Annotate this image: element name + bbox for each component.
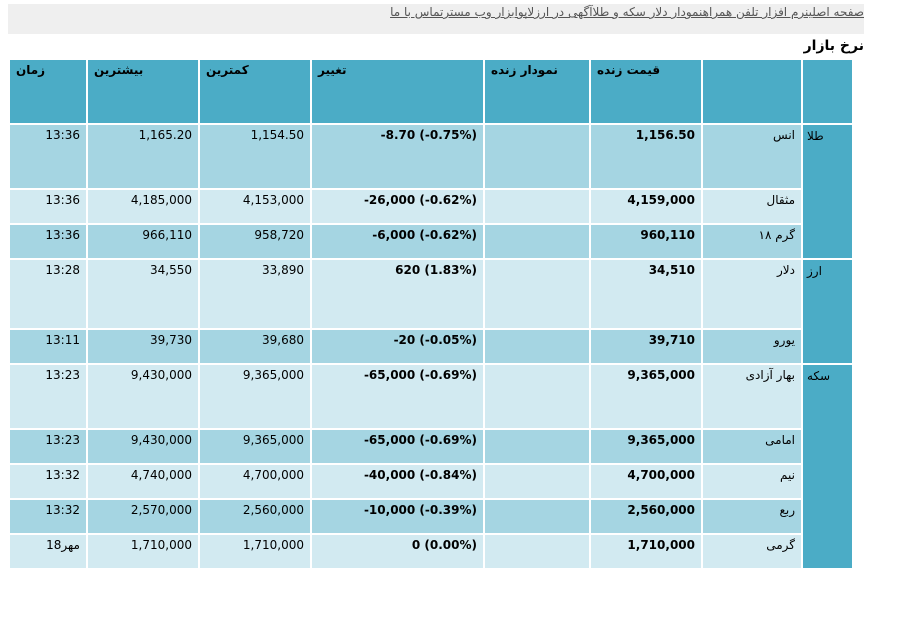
price-value: 4,159,000 <box>627 193 695 207</box>
table-row <box>10 430 852 463</box>
price-value: 9,365,000 <box>627 433 695 447</box>
table-row <box>10 500 852 533</box>
change-value: -8.70 (-0.75%) <box>380 128 477 142</box>
change-cell <box>312 465 483 498</box>
high-cell <box>88 535 198 568</box>
change-cell <box>312 430 483 463</box>
high-value: 39,730 <box>150 333 192 347</box>
item-name-cell <box>703 500 801 533</box>
item-name-value: ربع <box>779 503 795 517</box>
low-cell <box>200 365 310 428</box>
high-value: 9,430,000 <box>130 368 192 382</box>
change-cell <box>312 125 483 188</box>
low-value: 4,700,000 <box>242 468 304 482</box>
price-value: 1,710,000 <box>627 538 695 552</box>
low-value: 9,365,000 <box>242 433 304 447</box>
item-name-cell <box>703 260 801 328</box>
time-value: 13:36 <box>45 128 80 142</box>
page-title: نرخ بازار <box>803 38 864 54</box>
live-chart-cell <box>485 430 589 463</box>
table-row <box>10 190 852 223</box>
header-high: بیشترین <box>88 60 198 123</box>
price-value: 1,156.50 <box>635 128 695 142</box>
price-cell <box>591 365 701 428</box>
high-cell <box>88 330 198 363</box>
live-chart-cell <box>485 500 589 533</box>
item-name-value: امامی <box>765 433 795 447</box>
low-value: 9,365,000 <box>242 368 304 382</box>
price-value: 2,560,000 <box>627 503 695 517</box>
time-value: 13:11 <box>45 333 80 347</box>
live-chart-cell <box>485 125 589 188</box>
time-cell <box>10 260 86 328</box>
time-cell <box>10 430 86 463</box>
header-low: کمترین <box>200 60 310 123</box>
header-group <box>803 60 852 123</box>
price-cell <box>591 430 701 463</box>
low-value: 4,153,000 <box>242 193 304 207</box>
low-cell <box>200 465 310 498</box>
change-value: -10,000 (-0.39%) <box>363 503 477 517</box>
table-row <box>10 260 852 328</box>
low-cell <box>200 330 310 363</box>
high-cell <box>88 260 198 328</box>
low-cell <box>200 190 310 223</box>
low-cell <box>200 260 310 328</box>
live-chart-cell <box>485 225 589 258</box>
top-nav-link[interactable]: صفحه اصلینرم افزار تلفن همراهنمودار دلار سکه و طلاآگهی در ارزلاپوابزار وب مسترتماس با ما <box>390 5 864 19</box>
group-label-cell <box>803 260 852 363</box>
low-value: 39,680 <box>262 333 304 347</box>
item-name-cell <box>703 225 801 258</box>
live-chart-cell <box>485 465 589 498</box>
time-cell <box>10 535 86 568</box>
top-nav-bar <box>8 4 864 34</box>
time-value: 18مهر <box>46 538 80 552</box>
time-value: 13:36 <box>45 193 80 207</box>
price-cell <box>591 330 701 363</box>
change-value: 620 (1.83%) <box>395 263 477 277</box>
low-cell <box>200 500 310 533</box>
item-name-value: گرم ۱۸ <box>758 228 795 242</box>
price-cell <box>591 465 701 498</box>
item-name-value: نیم <box>780 468 795 482</box>
group-label: ارز <box>807 264 822 278</box>
time-value: 13:32 <box>45 468 80 482</box>
item-name-cell <box>703 125 801 188</box>
item-name-value: انس <box>773 128 795 142</box>
time-value: 13:28 <box>45 263 80 277</box>
header-time: زمان <box>10 60 86 123</box>
low-value: 1,710,000 <box>242 538 304 552</box>
price-cell <box>591 260 701 328</box>
header-live-price: قیمت زنده <box>591 60 701 123</box>
item-name-cell <box>703 365 801 428</box>
high-cell <box>88 465 198 498</box>
price-value: 4,700,000 <box>627 468 695 482</box>
change-value: -6,000 (-0.62%) <box>372 228 477 242</box>
high-value: 2,570,000 <box>130 503 192 517</box>
time-cell <box>10 125 86 188</box>
time-value: 13:23 <box>45 368 80 382</box>
change-value: -20 (-0.05%) <box>393 333 477 347</box>
high-value: 9,430,000 <box>130 433 192 447</box>
live-chart-cell <box>485 365 589 428</box>
time-cell <box>10 365 86 428</box>
item-name-cell <box>703 190 801 223</box>
header-live-chart: نمودار زنده <box>485 60 589 123</box>
high-value: 4,185,000 <box>130 193 192 207</box>
table-row <box>10 330 852 363</box>
price-value: 34,510 <box>648 263 695 277</box>
price-cell <box>591 535 701 568</box>
high-value: 966,110 <box>142 228 192 242</box>
price-value: 9,365,000 <box>627 368 695 382</box>
time-cell <box>10 330 86 363</box>
header-item-name <box>703 60 801 123</box>
high-value: 1,165.20 <box>138 128 192 142</box>
table-row <box>10 535 852 568</box>
change-value: -65,000 (-0.69%) <box>363 433 477 447</box>
price-value: 39,710 <box>648 333 695 347</box>
table-row <box>10 225 852 258</box>
group-label: سکه <box>807 369 831 383</box>
time-cell <box>10 225 86 258</box>
time-value: 13:32 <box>45 503 80 517</box>
price-value: 960,110 <box>640 228 695 242</box>
group-label: طلا <box>807 129 824 143</box>
time-cell <box>10 465 86 498</box>
item-name-cell <box>703 535 801 568</box>
low-cell <box>200 430 310 463</box>
price-cell <box>591 500 701 533</box>
change-cell <box>312 330 483 363</box>
high-cell <box>88 365 198 428</box>
low-cell <box>200 535 310 568</box>
item-name-value: بهار آزادی <box>745 368 795 382</box>
header-row <box>10 60 852 123</box>
change-cell <box>312 535 483 568</box>
change-value: -65,000 (-0.69%) <box>363 368 477 382</box>
live-chart-cell <box>485 260 589 328</box>
high-value: 1,710,000 <box>130 538 192 552</box>
high-cell <box>88 125 198 188</box>
table-row <box>10 125 852 188</box>
low-cell <box>200 225 310 258</box>
market-rates-table <box>8 58 854 570</box>
high-value: 34,550 <box>150 263 192 277</box>
item-name-cell <box>703 465 801 498</box>
high-cell <box>88 500 198 533</box>
time-value: 13:36 <box>45 228 80 242</box>
low-value: 1,154.50 <box>250 128 304 142</box>
item-name-cell <box>703 430 801 463</box>
item-name-value: مثقال <box>766 193 795 207</box>
change-cell <box>312 365 483 428</box>
high-value: 4,740,000 <box>130 468 192 482</box>
time-cell <box>10 190 86 223</box>
high-cell <box>88 430 198 463</box>
low-cell <box>200 125 310 188</box>
table-row <box>10 465 852 498</box>
change-value: -40,000 (-0.84%) <box>363 468 477 482</box>
change-value: -26,000 (-0.62%) <box>363 193 477 207</box>
low-value: 33,890 <box>262 263 304 277</box>
header-change: تغییر <box>312 60 483 123</box>
live-chart-cell <box>485 535 589 568</box>
change-cell <box>312 500 483 533</box>
live-chart-cell <box>485 330 589 363</box>
low-value: 958,720 <box>254 228 304 242</box>
time-value: 13:23 <box>45 433 80 447</box>
change-value: 0 (0.00%) <box>411 538 477 552</box>
item-name-value: دلار <box>777 263 795 277</box>
time-cell <box>10 500 86 533</box>
top-nav-links <box>390 4 864 20</box>
group-label-cell <box>803 365 852 568</box>
high-cell <box>88 225 198 258</box>
low-value: 2,560,000 <box>242 503 304 517</box>
change-cell <box>312 260 483 328</box>
item-name-cell <box>703 330 801 363</box>
table-row <box>10 365 852 428</box>
change-cell <box>312 190 483 223</box>
price-cell <box>591 125 701 188</box>
group-label-cell <box>803 125 852 258</box>
change-cell <box>312 225 483 258</box>
high-cell <box>88 190 198 223</box>
price-cell <box>591 190 701 223</box>
live-chart-cell <box>485 190 589 223</box>
item-name-value: یورو <box>773 333 795 347</box>
price-cell <box>591 225 701 258</box>
item-name-value: گرمی <box>766 538 795 552</box>
